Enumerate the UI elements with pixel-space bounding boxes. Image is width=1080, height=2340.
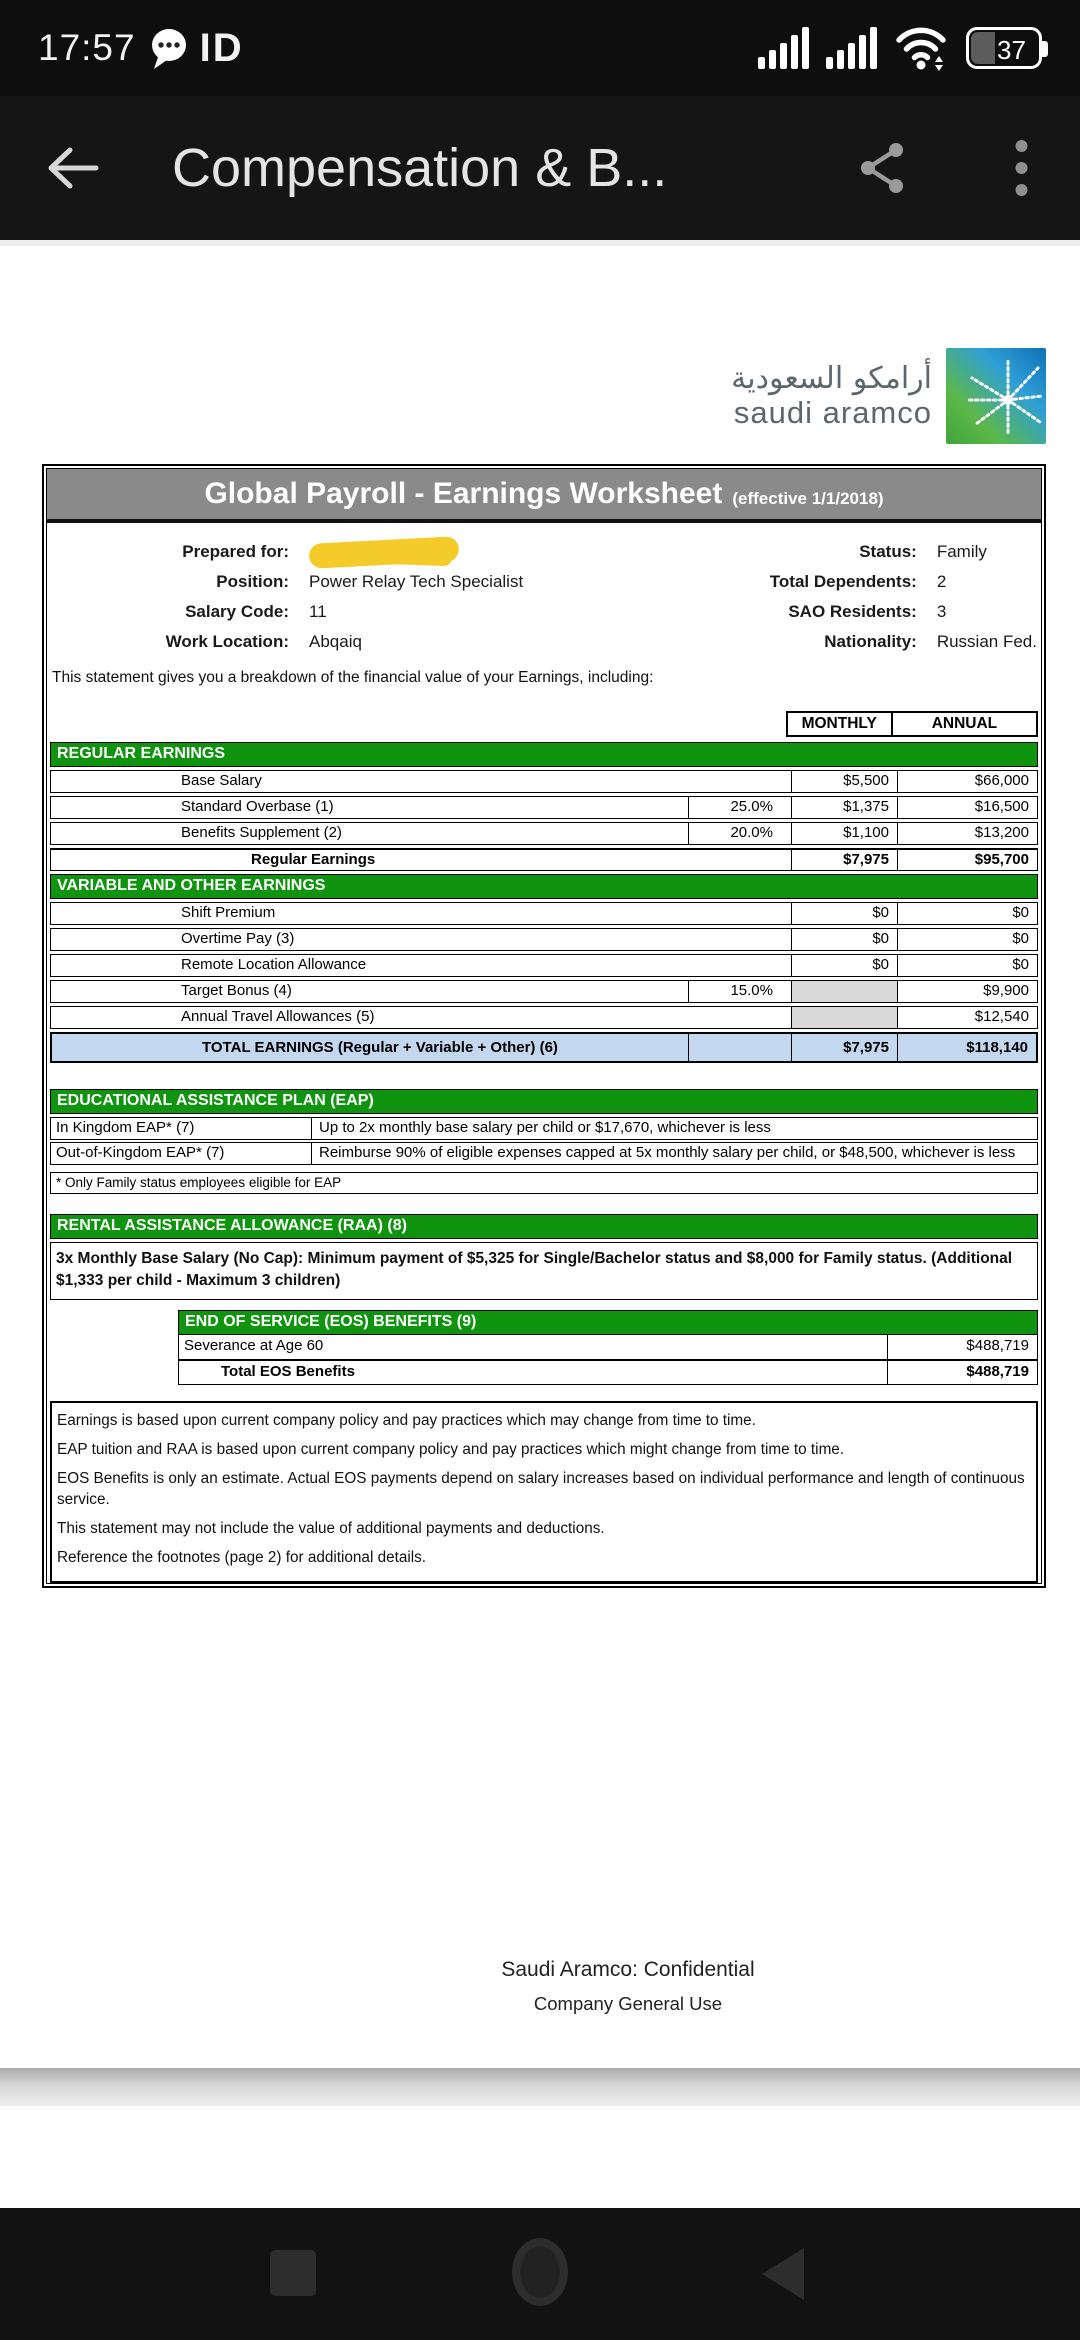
eap-row bbox=[50, 1117, 1038, 1140]
info-row bbox=[587, 627, 1037, 657]
battery-percent: 37 bbox=[997, 35, 1026, 65]
row-annual: $0 bbox=[897, 929, 1037, 950]
earnings-row bbox=[50, 902, 1038, 925]
info-value: 2 bbox=[936, 572, 947, 591]
row-label: Regular Earnings bbox=[251, 851, 376, 868]
section-band-regular-earnings: REGULAR EARNINGS bbox=[50, 742, 1038, 767]
row-annual: $13,200 bbox=[897, 823, 1037, 844]
classification-label: Company General Use bbox=[533, 1993, 723, 2014]
share-button[interactable] bbox=[859, 142, 905, 194]
row-annual: $0 bbox=[897, 955, 1037, 976]
footnote: Earnings is based upon current company policy and pay practices which may change from time to time. bbox=[57, 1411, 756, 1429]
row-annual: $118,140 bbox=[897, 1034, 1036, 1061]
wifi-icon bbox=[894, 25, 948, 71]
worksheet-effective-date: (effective 1/1/2018) bbox=[732, 488, 884, 508]
section-band-eap: EDUCATIONAL ASSISTANCE PLAN (EAP) bbox=[50, 1089, 1038, 1114]
row-annual: $95,700 bbox=[897, 850, 1037, 870]
row-percent: 25.0% bbox=[688, 797, 791, 818]
app-bar bbox=[0, 96, 1080, 246]
status-bar bbox=[0, 0, 1080, 96]
row-label: Target Bonus (4) bbox=[181, 982, 292, 999]
eos-label: Total EOS Benefits bbox=[221, 1362, 355, 1380]
row-monthly-na bbox=[791, 981, 897, 1002]
column-header-monthly: MONTHLY bbox=[786, 711, 893, 737]
signal-strength-sim1-icon bbox=[758, 27, 810, 69]
info-value: Russian Fed. bbox=[936, 632, 1037, 651]
row-annual: $12,540 bbox=[897, 1007, 1037, 1028]
row-annual: $16,500 bbox=[897, 797, 1037, 818]
info-value: Power Relay Tech Specialist bbox=[309, 572, 524, 591]
row-percent bbox=[688, 1034, 791, 1061]
row-label: Standard Overbase (1) bbox=[181, 798, 334, 815]
footnote: This statement may not include the value of additional payments and deductions. bbox=[57, 1519, 605, 1537]
info-row bbox=[587, 537, 1037, 567]
eos-row bbox=[178, 1335, 1038, 1360]
earnings-worksheet bbox=[42, 464, 1046, 1588]
redaction-highlight bbox=[308, 536, 459, 569]
carrier-label: ID bbox=[199, 25, 244, 70]
message-notification-icon bbox=[148, 26, 190, 70]
section-band-raa: RENTAL ASSISTANCE ALLOWANCE (RAA) (8) bbox=[50, 1214, 1038, 1239]
earnings-row bbox=[50, 954, 1038, 977]
battery-fill bbox=[971, 32, 995, 64]
info-label: Total Dependents: bbox=[769, 572, 917, 591]
row-annual: $9,900 bbox=[897, 981, 1037, 1002]
page-footer bbox=[501, 1958, 754, 2015]
clock: 17:57 bbox=[38, 27, 136, 68]
row-label: Remote Location Allowance bbox=[181, 956, 367, 973]
info-label: Status: bbox=[859, 542, 917, 561]
earnings-row bbox=[50, 796, 1038, 819]
eap-label: In Kingdom EAP* (7) bbox=[56, 1119, 195, 1136]
info-value: 11 bbox=[309, 602, 327, 621]
row-percent: 15.0% bbox=[688, 981, 791, 1002]
info-label: SAO Residents: bbox=[788, 602, 917, 621]
info-value: Abqaiq bbox=[309, 632, 362, 651]
info-label: Position: bbox=[216, 572, 289, 591]
footnote: EOS Benefits is only an estimate. Actual EOS payments depend on salary increases based on individual performance and length of continuous service. bbox=[57, 1470, 1025, 1508]
document-viewport[interactable] bbox=[0, 252, 1080, 2068]
section-band-eos: END OF SERVICE (EOS) BENEFITS (9) bbox=[178, 1310, 1038, 1335]
earnings-row bbox=[50, 770, 1038, 793]
info-row bbox=[51, 627, 587, 657]
home-button[interactable] bbox=[512, 2238, 568, 2306]
info-value: 3 bbox=[936, 602, 947, 621]
worksheet-header bbox=[47, 469, 1041, 523]
intro-statement: This statement gives you a breakdown of the financial value of your Earnings, including: bbox=[52, 669, 654, 686]
column-headers bbox=[50, 711, 1038, 737]
navigation-bar bbox=[0, 2208, 1080, 2340]
row-monthly: $0 bbox=[791, 903, 897, 924]
company-logo bbox=[731, 348, 1046, 444]
info-label: Work Location: bbox=[165, 632, 289, 651]
row-monthly: $1,100 bbox=[791, 823, 897, 844]
eap-description: Up to 2x monthly base salary per child or $17,670, whichever is less bbox=[311, 1118, 1037, 1139]
row-monthly: $7,975 bbox=[791, 1034, 897, 1061]
row-label: Base Salary bbox=[181, 772, 262, 789]
aramco-star-icon bbox=[946, 348, 1046, 444]
worksheet-title: Global Payroll - Earnings Worksheet bbox=[204, 477, 723, 510]
footnote: EAP tuition and RAA is based upon current company policy and pay practices which might change from time to time. bbox=[57, 1441, 845, 1459]
row-label: TOTAL EARNINGS (Regular + Variable + Other) (6) bbox=[202, 1039, 558, 1056]
recents-button[interactable] bbox=[270, 2250, 316, 2296]
footnote: Reference the footnotes (page 2) for additional details. bbox=[57, 1548, 427, 1566]
eap-description: Reimburse 90% of eligible expenses capped at 5x monthly salary per child, or $48,500, whichever is less bbox=[311, 1143, 1037, 1164]
eos-table bbox=[178, 1310, 1038, 1385]
section-band-variable-earnings: VARIABLE AND OTHER EARNINGS bbox=[50, 874, 1038, 899]
row-monthly: $1,375 bbox=[791, 797, 897, 818]
info-row bbox=[587, 567, 1037, 597]
battery-indicator bbox=[966, 27, 1042, 69]
info-row bbox=[587, 597, 1037, 627]
row-label: Overtime Pay (3) bbox=[181, 930, 295, 947]
subtotal-row-regular-earnings bbox=[50, 848, 1038, 871]
row-label: Benefits Supplement (2) bbox=[181, 824, 342, 841]
document-title: Compensation & B... bbox=[172, 138, 668, 198]
row-label: Annual Travel Allowances (5) bbox=[181, 1008, 375, 1025]
company-name-arabic: أرامكو السعودية bbox=[731, 361, 932, 397]
eap-footnote: * Only Family status employees eligible for EAP bbox=[50, 1172, 1038, 1194]
row-label: Shift Premium bbox=[181, 904, 276, 921]
info-label: Nationality: bbox=[824, 632, 917, 651]
eos-value: $488,719 bbox=[887, 1335, 1037, 1359]
earnings-row bbox=[50, 1006, 1038, 1029]
info-label: Salary Code: bbox=[185, 602, 289, 621]
earnings-table bbox=[47, 711, 1041, 1583]
info-label: Prepared for: bbox=[182, 542, 289, 561]
earnings-row bbox=[50, 928, 1038, 951]
eap-label: Out-of-Kingdom EAP* (7) bbox=[56, 1144, 225, 1161]
eap-row bbox=[50, 1142, 1038, 1165]
info-row bbox=[51, 597, 587, 627]
signal-strength-sim2-icon bbox=[826, 27, 878, 69]
company-name-latin: saudi aramco bbox=[733, 394, 932, 430]
info-row bbox=[51, 567, 587, 597]
row-monthly-na bbox=[791, 1007, 897, 1028]
employee-info bbox=[47, 523, 1041, 659]
column-header-annual: ANNUAL bbox=[893, 711, 1038, 737]
info-row bbox=[51, 537, 587, 567]
footnotes-box bbox=[50, 1401, 1038, 1583]
back-button[interactable] bbox=[44, 144, 108, 192]
info-value: Family bbox=[936, 542, 987, 561]
row-annual: $0 bbox=[897, 903, 1037, 924]
total-earnings-row bbox=[50, 1032, 1038, 1063]
company-logo-text bbox=[731, 362, 932, 429]
row-percent: 20.0% bbox=[688, 823, 791, 844]
row-monthly: $0 bbox=[791, 955, 897, 976]
row-annual: $66,000 bbox=[897, 771, 1037, 792]
eos-value: $488,719 bbox=[887, 1361, 1037, 1384]
raa-description: 3x Monthly Base Salary (No Cap): Minimum payment of $5,325 for Single/Bachelor status and $8,000 for Family status. (Additional $1,333 per child - Maximum 3 children) bbox=[50, 1242, 1038, 1300]
nav-back-button[interactable] bbox=[762, 2248, 804, 2300]
eos-label: Severance at Age 60 bbox=[184, 1336, 324, 1354]
confidentiality-label: Saudi Aramco: Confidential bbox=[501, 1958, 755, 1981]
earnings-row bbox=[50, 980, 1038, 1003]
earnings-row bbox=[50, 822, 1038, 845]
row-monthly: $5,500 bbox=[791, 771, 897, 792]
overflow-menu-button[interactable] bbox=[1015, 139, 1028, 197]
row-monthly: $7,975 bbox=[791, 850, 897, 870]
page-separator bbox=[0, 2068, 1080, 2106]
row-monthly: $0 bbox=[791, 929, 897, 950]
eos-total-row bbox=[178, 1360, 1038, 1385]
